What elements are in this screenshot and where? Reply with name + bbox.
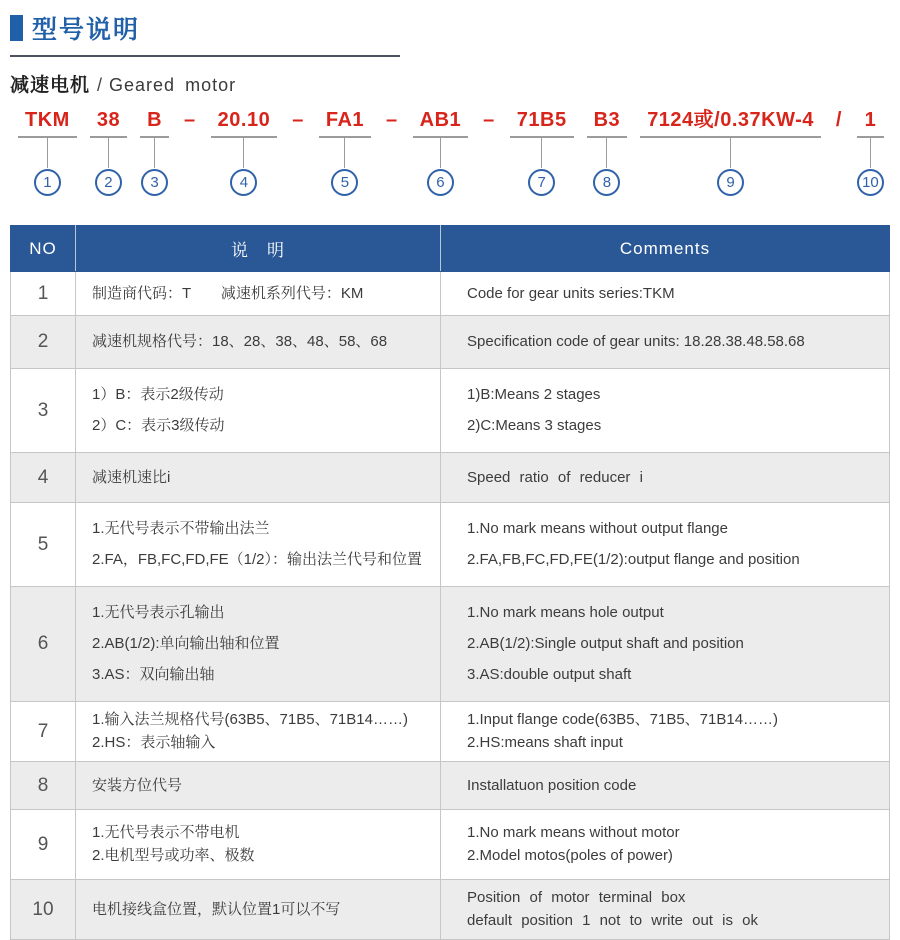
code-segment-label: 71B5: [516, 109, 567, 131]
row-number-cell: 7: [11, 702, 76, 762]
code-segment-2: [90, 109, 127, 196]
comments-cell: [441, 810, 890, 880]
code-stem-line: [243, 138, 244, 168]
table-row-7: [11, 702, 890, 762]
subtitle-cn: 减速电机: [10, 75, 91, 96]
cell-line: 1.无代号表示孔输出: [92, 604, 225, 621]
section-subtitle: [10, 70, 890, 97]
code-segment-3: [140, 109, 169, 196]
code-segment-label: –: [386, 109, 398, 131]
spec-table: [10, 225, 890, 940]
code-segment-label: 7124或/0.37KW-4: [647, 109, 814, 131]
subtitle-en: Geared motor: [109, 75, 237, 95]
cell-line: 1)B:Means 2 stages: [467, 386, 601, 403]
row-number-cell: 5: [11, 503, 76, 587]
code-stem-line: [108, 138, 109, 168]
cell-line: 电机接线盒位置，默认位置1可以不写: [92, 900, 341, 918]
cell-line: Code for gear units series:TKM: [467, 284, 675, 302]
col-header-no: NO: [11, 226, 76, 272]
row-number-cell: 10: [11, 880, 76, 940]
cell-line: 1.No mark means without output flange: [467, 520, 728, 537]
code-circle-number: 7: [528, 169, 555, 196]
cell-line: 安装方位代号: [92, 776, 183, 794]
title-bullet-icon: [10, 15, 23, 41]
row-number-cell: 6: [11, 587, 76, 702]
cell-line: 1.无代号表示不带电机: [92, 824, 240, 841]
cell-line: Specification code of gear units: 18.28.38.48.58.68: [467, 333, 805, 350]
model-code-diagram: [10, 109, 890, 196]
comments-cell: [441, 503, 890, 587]
cell-line: 2)C:Means 3 stages: [467, 417, 602, 434]
description-cell: [76, 272, 441, 316]
code-circle-number: 3: [141, 169, 168, 196]
cell-line: 1.无代号表示不带输出法兰: [92, 520, 270, 537]
page-title: 型号说明: [32, 16, 141, 44]
comments-cell: [441, 702, 890, 762]
code-segment-label: TKM: [25, 109, 70, 131]
cell-line: 制造商代码：T 减速机系列代号：KM: [92, 284, 364, 302]
description-cell: [76, 702, 441, 762]
code-separator: [834, 109, 844, 131]
code-stem-line: [606, 138, 607, 168]
code-circle-number: 6: [427, 169, 454, 196]
code-segment-5: [319, 109, 371, 196]
code-segment-label: B: [147, 109, 163, 131]
title-underline: [10, 55, 400, 57]
code-segment-label: –: [184, 109, 196, 131]
row-number-cell: 1: [11, 272, 76, 316]
code-segment-label: FA1: [325, 109, 365, 131]
table-row-10: [11, 880, 890, 940]
code-separator: [384, 109, 400, 131]
description-cell: [76, 587, 441, 702]
cell-line: 3.AS：双向输出轴: [92, 666, 215, 683]
cell-line: 2.HS：表示轴输入: [92, 734, 216, 751]
code-segment-label: –: [292, 109, 304, 131]
table-row-9: [11, 810, 890, 880]
code-circle-number: 4: [230, 169, 257, 196]
code-circle-number: 5: [331, 169, 358, 196]
code-segment-label: /: [835, 109, 842, 131]
cell-line: Installatuon position code: [467, 776, 637, 794]
description-cell: [76, 810, 441, 880]
table-row-8: [11, 762, 890, 810]
cell-line: 1.输入法兰规格代号(63B5、71B5、71B14……): [92, 711, 408, 728]
code-stem-line: [541, 138, 542, 168]
description-cell: [76, 453, 441, 503]
table-row-1: [11, 272, 890, 316]
comments-cell: [441, 453, 890, 503]
cell-line: Speed ratio of reducer i: [467, 468, 643, 486]
code-segment-10: [857, 109, 884, 196]
cell-line: 减速机速比i: [92, 468, 171, 486]
doc-header: [10, 10, 890, 97]
comments-cell: [441, 369, 890, 453]
row-number-cell: 4: [11, 453, 76, 503]
cell-line: 3.AS:double output shaft: [467, 666, 632, 683]
comments-cell: [441, 587, 890, 702]
code-circle-number: 2: [95, 169, 122, 196]
col-header-description: 说 明: [76, 226, 441, 272]
cell-line: 2.Model motos(poles of power): [467, 847, 673, 864]
code-circle-number: 9: [717, 169, 744, 196]
code-segment-label: AB1: [419, 109, 462, 131]
table-row-2: [11, 316, 890, 369]
cell-line: 2.电机型号或功率、极数: [92, 847, 255, 864]
code-circle-number: 8: [593, 169, 620, 196]
cell-line: 1.Input flange code(63B5、71B5、71B14……): [467, 711, 779, 728]
code-circle-number: 10: [857, 169, 884, 196]
comments-cell: [441, 272, 890, 316]
code-separator: [481, 109, 497, 131]
code-stem-line: [344, 138, 345, 168]
comments-cell: [441, 316, 890, 369]
cell-line: 2.FA，FB,FC,FD,FE（1/2）：输出法兰代号和位置: [92, 551, 423, 568]
cell-line: 1）B：表示2级传动: [92, 386, 224, 403]
code-stem-line: [870, 138, 871, 168]
code-stem-line: [730, 138, 731, 168]
code-stem-line: [47, 138, 48, 168]
title-row: [10, 10, 890, 46]
row-number-cell: 3: [11, 369, 76, 453]
code-segment-6: [413, 109, 469, 196]
cell-line: 减速机规格代号：18、28、38、48、58、68: [92, 333, 388, 350]
cell-line: 2）C：表示3级传动: [92, 417, 225, 434]
code-segment-1: [18, 109, 77, 196]
cell-line: 1.No mark means without motor: [467, 824, 680, 841]
code-circle-number: 1: [34, 169, 61, 196]
code-segment-8: [587, 109, 628, 196]
code-segment-label: 1: [864, 109, 877, 131]
cell-line: Position of motor terminal box: [467, 889, 686, 906]
cell-line: 2.AB(1/2):单向输出轴和位置: [92, 635, 280, 652]
cell-line: 2.AB(1/2):Single output shaft and position: [467, 635, 744, 652]
code-segment-7: [510, 109, 574, 196]
cell-line: 1.No mark means hole output: [467, 604, 664, 621]
description-cell: [76, 503, 441, 587]
description-cell: [76, 316, 441, 369]
code-segment-label: B3: [593, 109, 621, 131]
description-cell: [76, 369, 441, 453]
table-row-4: [11, 453, 890, 503]
row-number-cell: 2: [11, 316, 76, 369]
cell-line: 2.HS:means shaft input: [467, 734, 623, 751]
code-separator: [182, 109, 198, 131]
code-segment-label: 20.10: [217, 109, 271, 131]
subtitle-separator: /: [97, 75, 103, 95]
code-segment-label: –: [483, 109, 495, 131]
table-header-row: [11, 226, 890, 272]
code-segment-label: 38: [96, 109, 121, 131]
table-row-6: [11, 587, 890, 702]
table-row-3: [11, 369, 890, 453]
code-stem-line: [440, 138, 441, 168]
code-separator: [290, 109, 306, 131]
code-segment-4: [211, 109, 278, 196]
code-segment-9: [640, 109, 821, 196]
table-row-5: [11, 503, 890, 587]
comments-cell: [441, 762, 890, 810]
description-cell: [76, 880, 441, 940]
cell-line: 2.FA,FB,FC,FD,FE(1/2):output flange and position: [467, 551, 800, 568]
col-header-comments: Comments: [441, 226, 890, 272]
cell-line: default position 1 not to write out is ok: [467, 912, 758, 929]
description-cell: [76, 762, 441, 810]
row-number-cell: 9: [11, 810, 76, 880]
code-stem-line: [154, 138, 155, 168]
comments-cell: [441, 880, 890, 940]
row-number-cell: 8: [11, 762, 76, 810]
